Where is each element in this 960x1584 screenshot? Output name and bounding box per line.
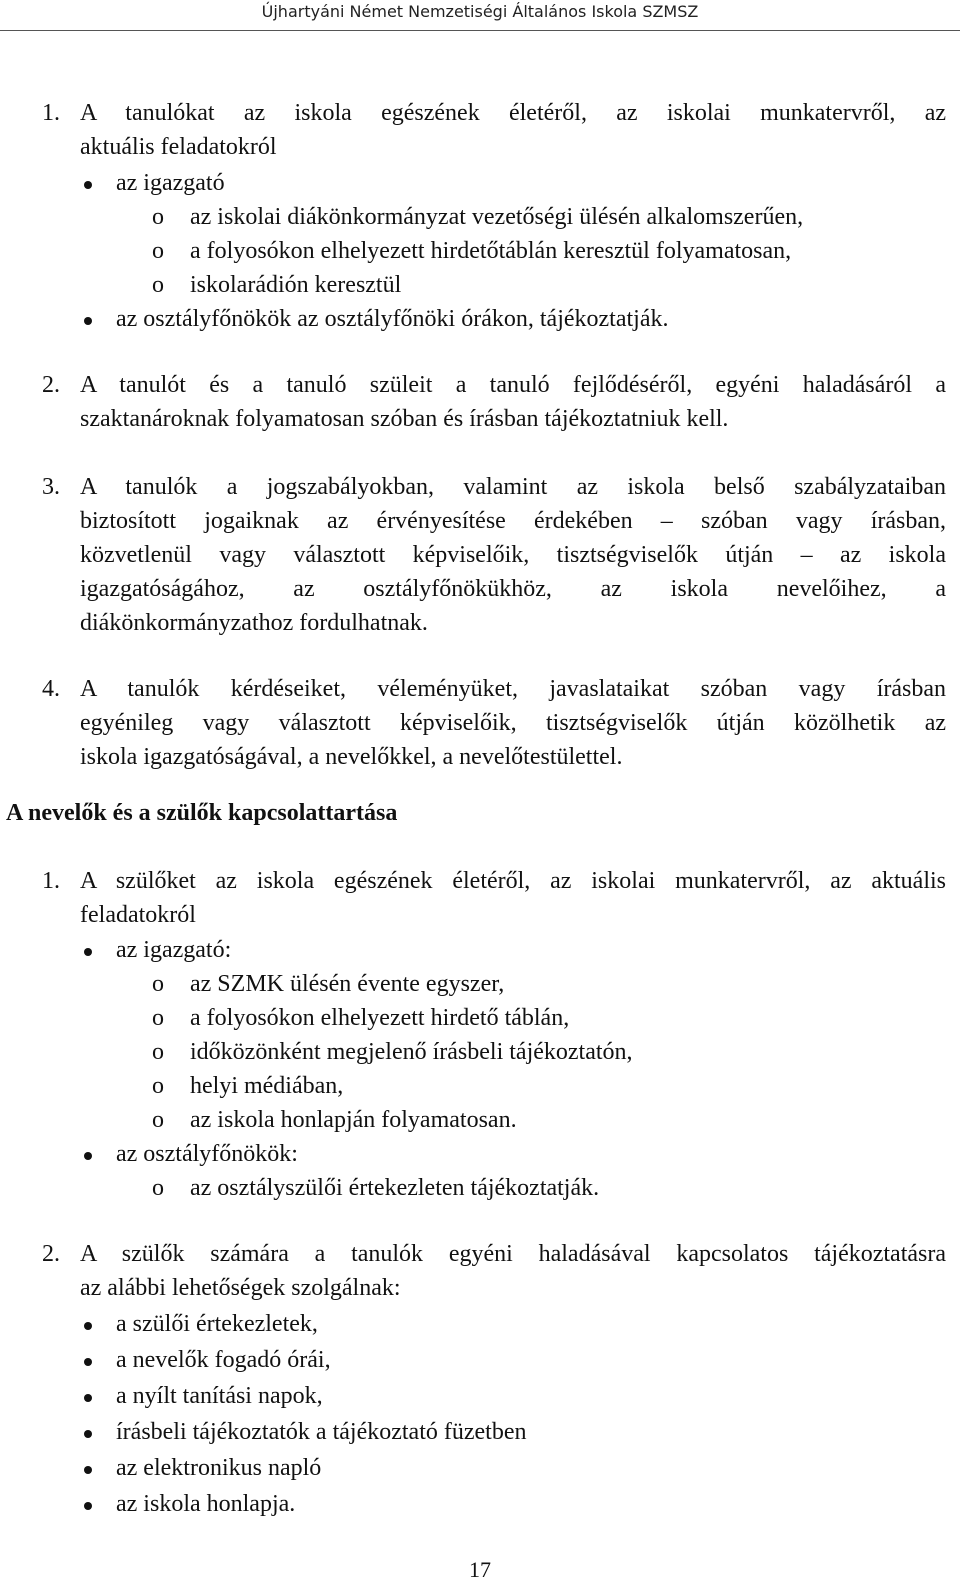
item-text-line: közvetlenül vagy választott képviselőik, tisztségviselők útján – az iskola <box>80 542 946 568</box>
item-number: 1. <box>42 868 60 894</box>
circle-marker-icon: o <box>152 971 164 997</box>
circle-marker-icon: o <box>152 204 164 230</box>
bullet-text: a nyílt tanítási napok, <box>116 1383 323 1409</box>
item-number: 2. <box>42 1241 60 1267</box>
item-text-line: A szülők számára a tanulók egyéni haladásával kapcsolatos tájékoztatásra <box>80 1241 946 1267</box>
circle-marker-icon: o <box>152 238 164 264</box>
bullet-text: az osztályfőnökök: <box>116 1141 298 1167</box>
bullet-text: írásbeli tájékoztatók a tájékoztató füzetben <box>116 1419 527 1445</box>
bullet-text: a nevelők fogadó órái, <box>116 1347 331 1373</box>
bullet-icon <box>84 1502 92 1510</box>
subitem-text: időközönként megjelenő írásbeli tájékoztatón, <box>190 1039 633 1065</box>
bullet-text: az osztályfőnökök az osztályfőnöki órákon, tájékoztatják. <box>116 306 669 332</box>
bullet-icon <box>84 317 92 325</box>
circle-marker-icon: o <box>152 1175 164 1201</box>
running-header: Újhartyáni Német Nemzetiségi Általános Iskola SZMSZ <box>261 2 699 21</box>
subitem-text: helyi médiában, <box>190 1073 344 1099</box>
circle-marker-icon: o <box>152 272 164 298</box>
subitem-text: az iskola honlapján folyamatosan. <box>190 1107 517 1133</box>
item-text-line: A tanulót és a tanuló szüleit a tanuló fejlődéséről, egyéni haladásáról a <box>80 372 946 398</box>
item-number: 2. <box>42 372 60 398</box>
item-text-line: egyénileg vagy választott képviselőik, tisztségviselők útján közölhetik az <box>80 710 946 736</box>
bullet-icon <box>84 1322 92 1330</box>
bullet-icon <box>84 948 92 956</box>
section-heading: A nevelők és a szülők kapcsolattartása <box>6 800 398 826</box>
bullet-icon <box>84 1466 92 1474</box>
item-number: 4. <box>42 676 60 702</box>
page-number: 17 <box>469 1557 491 1582</box>
subitem-text: a folyosókon elhelyezett hirdető táblán, <box>190 1005 570 1031</box>
circle-marker-icon: o <box>152 1005 164 1031</box>
bullet-text: az elektronikus napló <box>116 1455 322 1481</box>
subitem-text: az iskolai diákönkormányzat vezetőségi ülésén alkalomszerűen, <box>190 204 804 230</box>
bullet-text: az iskola honlapja. <box>116 1491 296 1517</box>
item-text-line: A tanulók kérdéseiket, véleményüket, javaslataikat szóban vagy írásban <box>80 676 946 702</box>
circle-marker-icon: o <box>152 1039 164 1065</box>
bullet-text: az igazgató <box>116 170 225 196</box>
circle-marker-icon: o <box>152 1073 164 1099</box>
bullet-icon <box>84 1358 92 1366</box>
bullet-icon <box>84 1152 92 1160</box>
bullet-icon <box>84 1430 92 1438</box>
item-number: 3. <box>42 474 60 500</box>
item-text-line: A tanulók a jogszabályokban, valamint az iskola belső szabályzataiban <box>80 474 946 500</box>
subitem-text: az SZMK ülésén évente egyszer, <box>190 971 505 997</box>
item-text-line: szaktanároknak folyamatosan szóban és írásban tájékoztatniuk kell. <box>80 406 729 432</box>
item-text-line: biztosított jogaiknak az érvényesítése érdekében – szóban vagy írásban, <box>80 508 946 534</box>
item-number: 1. <box>42 100 60 126</box>
item-text-line: igazgatóságához, az osztályfőnökükhöz, az iskola nevelőihez, a <box>80 576 946 602</box>
item-text-line: feladatokról <box>80 902 196 928</box>
bullet-icon <box>84 181 92 189</box>
bullet-icon <box>84 1394 92 1402</box>
item-text-line: diákönkormányzathoz fordulhatnak. <box>80 610 428 636</box>
subitem-text: a folyosókon elhelyezett hirdetőtáblán keresztül folyamatosan, <box>190 238 792 264</box>
header-rule <box>0 30 960 31</box>
item-text-line: A tanulókat az iskola egészének életéről, az iskolai munkatervről, az <box>80 100 946 126</box>
item-text-line: aktuális feladatokról <box>80 134 277 160</box>
circle-marker-icon: o <box>152 1107 164 1133</box>
item-text-line: iskola igazgatóságával, a nevelőkkel, a nevelőtestülettel. <box>80 744 623 770</box>
subitem-text: az osztályszülői értekezleten tájékoztatják. <box>190 1175 600 1201</box>
item-text-line: az alábbi lehetőségek szolgálnak: <box>80 1275 401 1301</box>
bullet-text: az igazgató: <box>116 937 232 963</box>
bullet-text: a szülői értekezletek, <box>116 1311 318 1337</box>
subitem-text: iskolarádión keresztül <box>190 272 402 298</box>
item-text-line: A szülőket az iskola egészének életéről, az iskolai munkatervről, az aktuális <box>80 868 946 894</box>
